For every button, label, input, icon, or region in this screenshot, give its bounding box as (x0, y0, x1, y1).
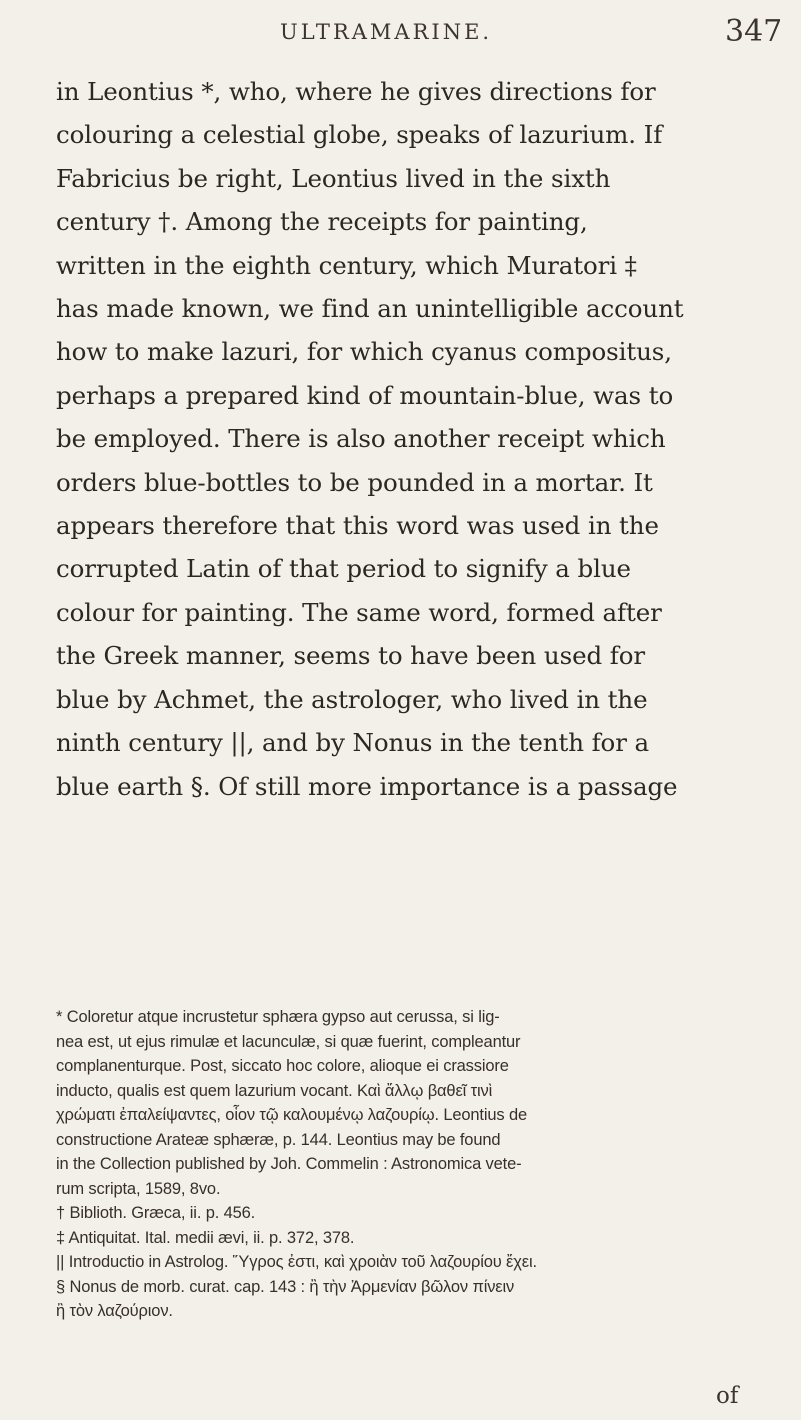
text-line: be employed. There is also another receipt which (56, 424, 666, 454)
footnote-line: † Biblioth. Græca, ii. p. 456. (56, 1204, 256, 1222)
text-line: blue earth §. Of still more importance is a passage (56, 771, 678, 801)
footnote-line: rum scripta, 1589, 8vo. (56, 1179, 221, 1198)
running-title: ULTRAMARINE. (280, 20, 493, 44)
footnote-line: constructione Arateæ sphæræ, p. 144. Leontius may be found (56, 1130, 501, 1149)
footnote-line: in the Collection published by Joh. Commelin : Astronomica vete- (56, 1155, 522, 1173)
footnote-line: ‡ Antiquitat. Ital. medii ævi, ii. p. 372, 378. (56, 1228, 355, 1247)
footnote-line: inducto, qualis est quem lazurium vocant. Καὶ ἄλλῳ βαθεῖ τινὶ (56, 1081, 493, 1100)
text-line: the Greek manner, seems to have been used for (56, 641, 645, 671)
footnotes (56, 1005, 776, 1324)
footnote-line: || Introductio in Astrolog. Ὕγρος ἐστι, καὶ χροιὰν τοῦ λαζουρίου ἔχει. (56, 1253, 537, 1271)
footnote-line: χρώματι ἐπαλείψαντες, οἷον τῷ καλουμένῳ λαζουρίῳ. Leontius de (56, 1106, 527, 1124)
text-line: colouring a celestial globe, speaks of lazurium. If (56, 120, 663, 150)
text-line: century †. Among the receipts for painting, (56, 207, 588, 237)
text-line: orders blue-bottles to be pounded in a mortar. It (56, 467, 653, 497)
text-line: ninth century ||, and by Nonus in the tenth for a (56, 728, 650, 758)
footnote-line: * Coloretur atque incrustetur sphæra gypso aut cerussa, si lig- (56, 1008, 500, 1026)
footnote-line: complanenturque. Post, siccato hoc colore, alioque ei crassiore (56, 1057, 509, 1075)
text-line: perhaps a prepared kind of mountain-blue, was to (56, 380, 674, 410)
footnote-line: nea est, ut ejus rimulæ et lacunculæ, si quæ fuerint, compleantur (56, 1032, 521, 1051)
text-line: blue by Achmet, the astrologer, who lived in the (56, 684, 648, 714)
text-line: written in the eighth century, which Muratori ‡ (56, 250, 637, 280)
footnote-line: § Nonus de morb. curat. cap. 143 : ἢ τὴν Ἀρμενίαν βῶλον πίνειν (56, 1277, 515, 1296)
text-line: appears therefore that this word was used in the (56, 511, 659, 541)
footnote-line: ἢ τὸν λαζούριον. (56, 1302, 173, 1320)
text-line: how to make lazuri, for which cyanus compositus, (56, 337, 672, 367)
text-line: corrupted Latin of that period to signify a blue (56, 554, 631, 584)
text-line: in Leontius *, who, where he gives directions for (56, 77, 656, 106)
text-line: colour for painting. The same word, formed after (56, 597, 662, 627)
catchword: of (716, 1383, 739, 1409)
text-line: has made known, we find an unintelligible account (56, 294, 684, 324)
page-number: 347 (725, 14, 783, 49)
text-line: Fabricius be right, Leontius lived in the sixth (56, 163, 611, 193)
main-text (56, 70, 771, 808)
